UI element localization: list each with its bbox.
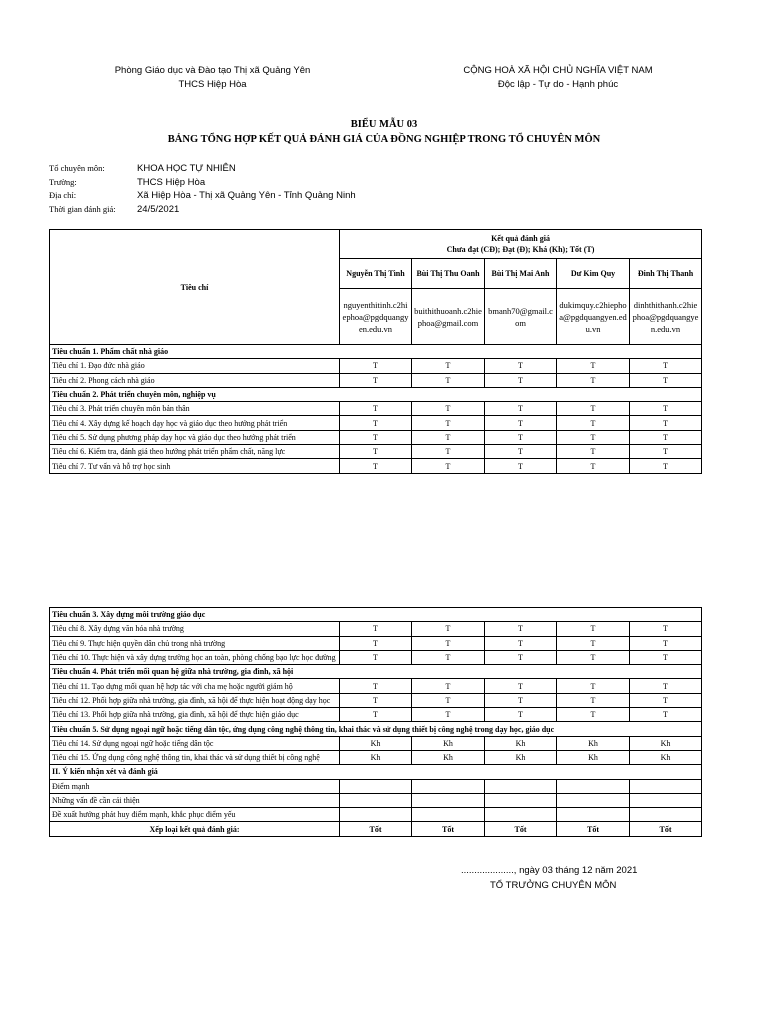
rating-cell: T	[557, 693, 630, 707]
rating-cell	[485, 808, 557, 822]
section-label: Tiêu chuẩn 2. Phát triển chuyên môn, nghiệp vụ	[50, 387, 702, 401]
rating-cell: Kh	[340, 736, 412, 750]
result-header	[340, 230, 702, 259]
section-label: Tiêu chuẩn 1. Phẩm chất nhà giáo	[50, 345, 702, 359]
evaluation-table-part1	[49, 229, 702, 474]
rating-cell: T	[340, 430, 412, 444]
criterion-label: Những vấn đề cần cải thiện	[50, 793, 340, 807]
result-header-legend: Chưa đạt (CĐ); Đạt (Đ); Khá (Kh); Tốt (T)	[446, 245, 595, 254]
teacher-email: dinhthithanh.c2hiephoa@pgdquangyen.edu.vn	[630, 289, 702, 345]
criterion-label: Tiêu chí 15. Ứng dụng công nghệ thông tin, khai thác và sử dụng thiết bị công nghệ	[50, 750, 340, 764]
info-block	[49, 162, 356, 216]
rating-cell: Kh	[630, 736, 702, 750]
rating-cell: Kh	[485, 736, 557, 750]
teacher-email: dukimquy.c2hiephoa@pgdquangyen.edu.vn	[557, 289, 630, 345]
rating-cell: T	[340, 416, 412, 430]
rating-cell	[557, 779, 630, 793]
rating-cell: T	[485, 708, 557, 722]
rating-cell: T	[412, 636, 485, 650]
rating-cell: T	[557, 430, 630, 444]
teacher-name: Dư Kim Quy	[557, 259, 630, 289]
criterion-label: Đề xuất hướng phát huy điểm mạnh, khắc phục điểm yếu	[50, 808, 340, 822]
document-title: BẢNG TỔNG HỢP KẾT QUẢ ĐÁNH GIÁ CỦA ĐỒNG NGHIỆP TRONG TỔ CHUYÊN MÔN	[167, 134, 601, 145]
rating-cell: T	[485, 359, 557, 373]
criterion-label: Tiêu chí 11. Tạo dựng mối quan hệ hợp tác với cha mẹ hoặc người giám hộ	[50, 679, 340, 693]
rating-cell: T	[340, 708, 412, 722]
criterion-label: Tiêu chí 8. Xây dựng văn hóa nhà trường	[50, 622, 340, 636]
rating-cell: T	[340, 650, 412, 664]
table-row	[50, 359, 702, 373]
rating-cell: T	[630, 359, 702, 373]
rating-cell	[557, 808, 630, 822]
rating-cell: T	[630, 708, 702, 722]
form-code: BIỂU MẪU 03	[350, 119, 418, 130]
section-label: II. Ý kiến nhận xét và đánh giá	[50, 765, 702, 779]
rating-cell	[630, 793, 702, 807]
agency-header	[95, 64, 330, 92]
national-header	[428, 64, 688, 92]
rating-cell	[630, 808, 702, 822]
rating-cell	[485, 793, 557, 807]
rating-cell	[412, 779, 485, 793]
rating-cell: T	[630, 459, 702, 473]
rating-cell: Kh	[412, 736, 485, 750]
info-label: Tổ chuyên môn:	[49, 163, 105, 173]
result-header-title: Kết quả đánh giá	[491, 234, 550, 243]
info-row-school	[49, 176, 356, 190]
rating-cell: T	[630, 402, 702, 416]
rating-cell: T	[630, 416, 702, 430]
rating-cell: T	[340, 359, 412, 373]
rating-cell: T	[412, 650, 485, 664]
section-row	[50, 665, 702, 679]
rating-cell: Tốt	[557, 822, 630, 836]
section-label: Tiêu chuẩn 4. Phát triển mối quan hệ giữa nhà trường, gia đình, xã hội	[50, 665, 702, 679]
info-label: Thời gian đánh giá:	[49, 203, 116, 214]
info-value: Xã Hiệp Hòa - Thị xã Quảng Yên - Tỉnh Quảng Ninh	[137, 190, 356, 201]
rating-cell: Kh	[557, 750, 630, 764]
info-label: Địa chỉ:	[49, 190, 77, 200]
rating-cell: T	[340, 636, 412, 650]
info-row-team	[49, 162, 356, 176]
rating-cell: Kh	[340, 750, 412, 764]
rating-cell	[557, 793, 630, 807]
criterion-label: Tiêu chí 12. Phối hợp giữa nhà trường, gia đình, xã hội để thực hiện hoạt động dạy học	[50, 693, 340, 707]
teacher-name: Bùi Thị Mai Anh	[485, 259, 557, 289]
rating-cell: T	[340, 445, 412, 459]
evaluation-table-part2	[49, 607, 702, 837]
section-row	[50, 722, 702, 736]
criterion-label: Tiêu chí 13. Phối hợp giữa nhà trường, gia đình, xã hội để thực hiện giáo dục	[50, 708, 340, 722]
info-label: Trường:	[49, 176, 77, 187]
rating-cell: T	[557, 416, 630, 430]
rating-cell: T	[412, 359, 485, 373]
rating-cell	[340, 779, 412, 793]
rating-cell: T	[412, 459, 485, 473]
criterion-label: Tiêu chí 14. Sử dụng ngoại ngữ hoặc tiếng dân tộc	[50, 736, 340, 750]
rating-cell: T	[340, 679, 412, 693]
rating-cell: T	[412, 416, 485, 430]
criterion-label: Tiêu chí 4. Xây dựng kế hoạch dạy học và giáo dục theo hướng phát triển	[50, 416, 340, 430]
rating-cell: Kh	[412, 750, 485, 764]
teacher-email: buithithuoanh.c2hiephoa@gmail.com	[412, 289, 485, 345]
rating-cell	[485, 779, 557, 793]
criterion-label: Tiêu chí 5. Sử dụng phương pháp dạy học và giáo dục theo hướng phát triển	[50, 430, 340, 444]
rating-cell	[630, 779, 702, 793]
rating-cell: T	[557, 373, 630, 387]
final-rating-row	[50, 822, 702, 836]
rating-cell: T	[557, 445, 630, 459]
table-row	[50, 636, 702, 650]
rating-cell: T	[630, 679, 702, 693]
rating-cell: T	[557, 708, 630, 722]
criterion-label: Tiêu chí 10. Thực hiện và xây dựng trường học an toàn, phòng chống bạo lực học đường	[50, 650, 340, 664]
info-value: 24/5/2021	[137, 203, 180, 215]
rating-cell: T	[485, 430, 557, 444]
table-body-part2	[50, 608, 702, 837]
table-body-part1	[50, 345, 702, 474]
rating-cell: T	[630, 373, 702, 387]
rating-cell: T	[412, 708, 485, 722]
rating-cell: T	[557, 650, 630, 664]
teacher-email: nguyenthitinh.c2hiephoa@pgdquangyen.edu.vn	[340, 289, 412, 345]
rating-cell: T	[485, 636, 557, 650]
rating-cell: T	[412, 679, 485, 693]
criterion-label: Tiêu chí 7. Tư vấn và hỗ trợ học sinh	[50, 459, 340, 473]
criterion-label: Tiêu chí 2. Phong cách nhà giáo	[50, 373, 340, 387]
teacher-name: Nguyễn Thị Tình	[340, 259, 412, 289]
criterion-label: Điểm mạnh	[50, 779, 340, 793]
rating-cell: T	[557, 636, 630, 650]
rating-cell: T	[557, 359, 630, 373]
national-motto: Độc lập - Tự do - Hạnh phúc	[497, 79, 619, 90]
rating-cell: T	[485, 445, 557, 459]
table-row	[50, 736, 702, 750]
rating-cell: T	[340, 373, 412, 387]
teacher-name: Bùi Thị Thu Oanh	[412, 259, 485, 289]
table-row	[50, 402, 702, 416]
section-label: Tiêu chuẩn 5. Sử dụng ngoại ngữ hoặc tiếng dân tộc, ứng dụng công nghệ thông tin, khai thác và sử dụng thiết bị công nghệ trong dạy học, giáo dục	[50, 722, 702, 736]
info-row-date	[49, 203, 356, 217]
rating-cell: T	[557, 459, 630, 473]
rating-cell: T	[485, 402, 557, 416]
rating-cell: T	[485, 459, 557, 473]
criterion-label: Tiêu chí 3. Phát triển chuyên môn bản thân	[50, 402, 340, 416]
rating-cell: T	[412, 693, 485, 707]
rating-cell: T	[557, 402, 630, 416]
teacher-name: Đinh Thị Thanh	[630, 259, 702, 289]
rating-cell: T	[630, 622, 702, 636]
criterion-label: Xếp loại kết quả đánh giá:	[50, 822, 340, 836]
rating-cell: T	[412, 622, 485, 636]
table-row	[50, 708, 702, 722]
table-row	[50, 679, 702, 693]
criteria-header: Tiêu chí	[50, 230, 340, 345]
rating-cell: T	[340, 402, 412, 416]
rating-cell: T	[557, 679, 630, 693]
signer-title: TỔ TRƯỞNG CHUYÊN MÔN	[490, 880, 617, 891]
table-row	[50, 622, 702, 636]
criterion-label: Tiêu chí 1. Đạo đức nhà giáo	[50, 359, 340, 373]
info-value: KHOA HỌC TỰ NHIÊN	[137, 163, 236, 174]
rating-cell: T	[485, 622, 557, 636]
agency-name: Phòng Giáo dục và Đào tạo Thị xã Quảng Yên	[114, 65, 311, 76]
teacher-email: bmanh70@gmail.com	[485, 289, 557, 345]
section-row	[50, 765, 702, 779]
table-row	[50, 373, 702, 387]
table-row	[50, 416, 702, 430]
rating-cell	[340, 793, 412, 807]
rating-cell: T	[557, 622, 630, 636]
table-row	[50, 750, 702, 764]
rating-cell	[340, 808, 412, 822]
rating-cell: T	[485, 679, 557, 693]
rating-cell: T	[630, 430, 702, 444]
section-row	[50, 345, 702, 359]
criterion-label: Tiêu chí 6. Kiểm tra, đánh giá theo hướng phát triển phẩm chất, năng lực	[50, 445, 340, 459]
rating-cell: T	[412, 445, 485, 459]
table-row	[50, 793, 702, 807]
table-row	[50, 808, 702, 822]
rating-cell: T	[485, 650, 557, 664]
rating-cell: T	[485, 373, 557, 387]
section-label: Tiêu chuẩn 3. Xây dựng môi trường giáo dục	[50, 608, 702, 622]
rating-cell: T	[630, 445, 702, 459]
rating-cell: T	[340, 459, 412, 473]
section-row	[50, 608, 702, 622]
rating-cell: Tốt	[412, 822, 485, 836]
rating-cell: T	[340, 622, 412, 636]
table-row	[50, 650, 702, 664]
criterion-label: Tiêu chí 9. Thực hiện quyền dân chủ trong nhà trường	[50, 636, 340, 650]
info-value: THCS Hiệp Hòa	[137, 176, 206, 188]
school-name: THCS Hiệp Hòa	[178, 79, 247, 90]
table-row	[50, 693, 702, 707]
table-row	[50, 459, 702, 473]
rating-cell: T	[412, 430, 485, 444]
table-row	[50, 445, 702, 459]
rating-cell: Kh	[557, 736, 630, 750]
rating-cell: T	[485, 416, 557, 430]
national-title: CỘNG HOÀ XÃ HỘI CHỦ NGHĨA VIỆT NAM	[463, 65, 653, 76]
rating-cell: Tốt	[340, 822, 412, 836]
table-row	[50, 779, 702, 793]
table-row	[50, 430, 702, 444]
rating-cell	[412, 808, 485, 822]
rating-cell: Kh	[485, 750, 557, 764]
section-row	[50, 387, 702, 401]
rating-cell: Kh	[630, 750, 702, 764]
rating-cell: T	[630, 693, 702, 707]
rating-cell: Tốt	[630, 822, 702, 836]
info-row-address	[49, 189, 356, 203]
rating-cell: T	[412, 402, 485, 416]
rating-cell: T	[630, 636, 702, 650]
rating-cell: Tốt	[485, 822, 557, 836]
rating-cell: T	[630, 650, 702, 664]
rating-cell	[412, 793, 485, 807]
rating-cell: T	[485, 693, 557, 707]
rating-cell: T	[412, 373, 485, 387]
date-line: ...................., ngày 03 tháng 12 năm 2021	[461, 865, 638, 876]
rating-cell: T	[340, 693, 412, 707]
